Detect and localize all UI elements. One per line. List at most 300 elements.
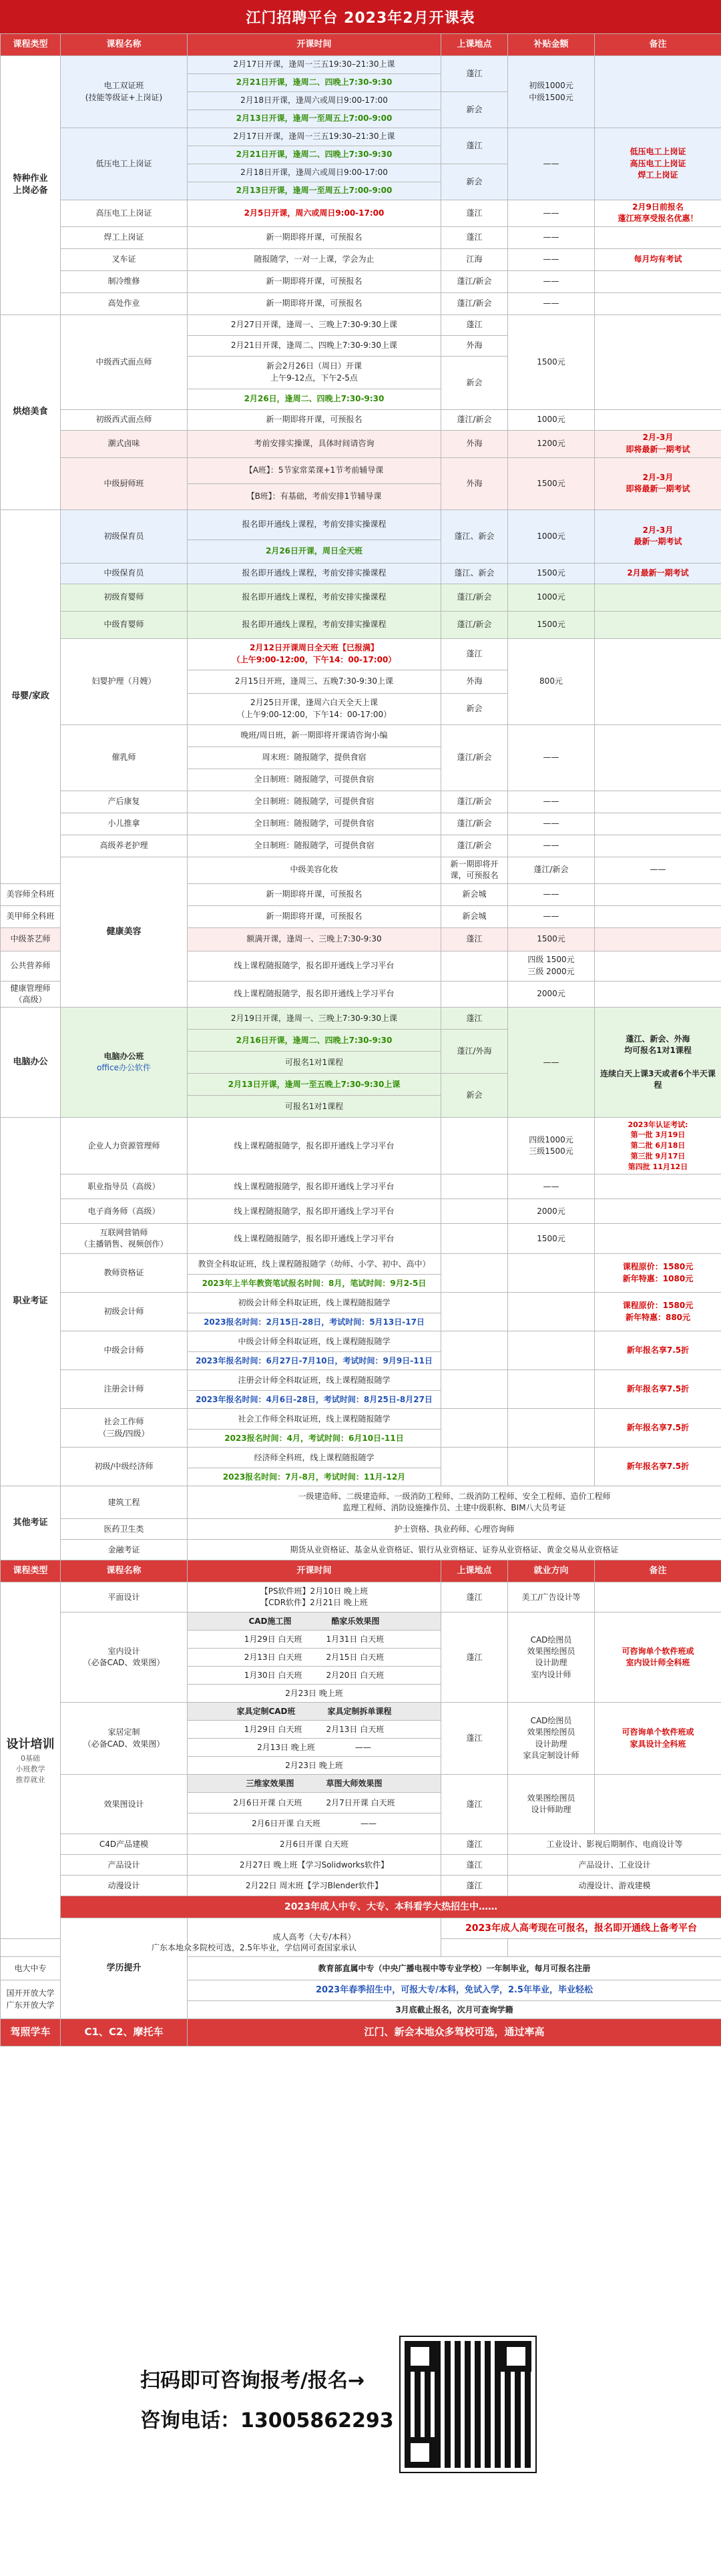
table-row (1, 724, 721, 746)
course-subhead (188, 1775, 441, 1793)
course-subsidy: —— (508, 724, 595, 791)
category-cooking: 烘焙美食 (1, 314, 61, 509)
course-name: 潮式卤味 (61, 430, 188, 457)
course-subsidy: 1000元 (508, 584, 595, 611)
course-place: 新会 (441, 1074, 508, 1118)
course-place: 新会 (441, 693, 508, 724)
course-subsidy: 2000元 (508, 981, 595, 1008)
course-time (188, 1631, 441, 1649)
course-place: 蓬江/新会 (441, 835, 508, 857)
course-name: 社会工作师 （三级/四级） (61, 1409, 188, 1448)
course-place: 蓬江 (441, 927, 508, 951)
time-left: 2月6日开课 白天班 (251, 1818, 321, 1828)
course-time: 【PS软件班】2月10日 晚上班 【CDR软件】2月21日 晚上班 (188, 1582, 441, 1613)
course-time: 随报随学，一对一上课，学会为止 (188, 248, 441, 270)
course-place: 蓬江 (441, 128, 508, 164)
table-row (1, 1540, 721, 1560)
course-time (188, 1757, 441, 1775)
table-row (1, 1448, 721, 1468)
course-time: 2月18日开课，逢周六或周日9:00-17:00 (188, 164, 441, 182)
course-time: 教育部直属中专（中央广播电视中等专业学校）一年制毕业，每月可报名注册 (188, 1957, 721, 1980)
course-note: 新年报名享7.5折 (595, 1448, 721, 1486)
course-name: 低压电工上岗证 (61, 128, 188, 200)
course-time: 2月19日开课，逢周一、三晚上7:30-9:30上课 (188, 1008, 441, 1030)
table-row (1, 584, 721, 611)
table-row (1, 1775, 721, 1793)
course-job: 产品设计、工业设计 (508, 1855, 721, 1876)
course-time: 全日制班：随报随学，可提供食宿 (188, 813, 441, 835)
course-time: 注册会计师全科取证班，线上课程随报随学 (188, 1370, 441, 1391)
course-time: 2月27日开课，逢周一、三晚上7:30-9:30上课 (188, 314, 441, 335)
course-subsidy: 1000元 (508, 509, 595, 563)
course-time: 期货从业资格证、基金从业资格证、银行从业资格证、证券从业资格证、黄金交易从业资格证 (188, 1540, 721, 1560)
course-time: 教资全科取证班，线上课程随报随学（幼师、小学、初中、高中） (188, 1254, 441, 1275)
header-place: 上课地点 (441, 34, 508, 56)
course-time: 2023年上半年教资笔试报名时间：8月，笔试时间：9月2-5日 (188, 1275, 441, 1293)
category-beauty: 健康美容 (61, 857, 188, 1008)
course-time: 2023年春季招生中，可报大专/本科，免试入学，2.5年毕业，毕业轻松 (188, 1980, 721, 2001)
category-design (1, 1582, 61, 1939)
time-left: 2月23日 晚上班 (285, 1688, 343, 1698)
course-subsidy: 初级1000元 中级1500元 (508, 56, 595, 128)
header-time: 开课时间 (188, 34, 441, 56)
course-place: 新会 (441, 356, 508, 409)
header-note: 备注 (595, 34, 721, 56)
course-name: 中级美容化妆 (188, 857, 441, 883)
course-subsidy: 2000元 (508, 1199, 595, 1224)
course-subsidy (508, 1370, 595, 1409)
course-note (595, 883, 721, 905)
course-time: 2月26日，逢周二、四晚上7:30-9:30 (188, 389, 441, 409)
table-row (1, 1939, 721, 1957)
course-subsidy: —— (508, 248, 595, 270)
course-time: 2月21日开课，逢周二、四晚上7:30-9:30 (188, 74, 441, 92)
course-note: 可咨询单个软件班或 室内设计师全科班 (595, 1613, 721, 1703)
course-note (595, 835, 721, 857)
course-note: 新年报名享7.5折 (595, 1331, 721, 1370)
course-time: 全日制班：随报随学，可提供食宿 (188, 835, 441, 857)
design-tagline: 0基础 小班教学 推荐就业 (15, 1753, 45, 1784)
course-subsidy: —— (508, 791, 595, 813)
course-time: 线上课程随报随学，报名即开通线上学习平台 (188, 1174, 441, 1199)
course-time (188, 1793, 441, 1813)
category-mother: 母婴/家政 (1, 509, 61, 883)
course-time (188, 1649, 441, 1667)
course-time: 报名即开通线上课程，考前安排实操课程 (188, 563, 441, 584)
course-time: 【A班】：5节家常菜课+1节考前辅导课 (188, 457, 441, 483)
course-subsidy: 1500元 (508, 314, 595, 409)
course-time: 2月25日开课，逢周六白天全天上课 （上午9:00-12:00，下午14：00-17:00） (188, 693, 441, 724)
course-subsidy: 1000元 (508, 409, 595, 430)
course-note (595, 791, 721, 813)
qr-corner (405, 2437, 435, 2468)
course-note: 2月9日前报名 蓬江班享受报名优惠！ (595, 200, 721, 227)
table-row (1, 835, 721, 857)
course-note (595, 1174, 721, 1199)
course-subsidy: 1500元 (508, 457, 595, 509)
course-time: 全日制班：随报随学，可提供食宿 (188, 769, 441, 791)
course-time: 2023年成人高考现在可报名，报名即开通线上备考平台 (441, 1918, 721, 1939)
page-title: 江门招聘平台 2023年2月开课表 (0, 0, 721, 33)
time-left: 2月13日 白天班 (244, 1652, 302, 1662)
course-note: 课程原价：1580元 新年特惠：1080元 (595, 1254, 721, 1293)
course-name: 平面设计 (61, 1582, 188, 1613)
subhead-left: 三维家效果图 (246, 1778, 294, 1788)
course-place (441, 951, 508, 981)
course-job: 美工/广告设计等 (508, 1582, 595, 1613)
course-subsidy: —— (595, 857, 721, 883)
course-time: 2023年报名时间：4月6日-28日，考试时间：8月25日-8月27日 (188, 1391, 441, 1409)
course-name: 室内设计 （必备CAD、效果图） (61, 1613, 188, 1703)
course-name: 初级/中级经济师 (61, 1448, 188, 1486)
table-row (1, 1293, 721, 1313)
header-job: 就业方向 (508, 1560, 595, 1582)
course-note: 2月-3月 最新一期考试 (595, 509, 721, 563)
course-time: 周末班：随报随学，提供食宿 (188, 746, 441, 769)
course-time: 2月13日开课，逢周一至周五上7:00-9:00 (188, 182, 441, 200)
course-name: 初级保育员 (61, 509, 188, 563)
course-note (595, 951, 721, 981)
course-note (595, 226, 721, 248)
course-note (595, 905, 721, 927)
time-left: 1月29日 白天班 (244, 1724, 302, 1734)
course-time: 广东本地众多院校可选，2.5年毕业，学信网可查国家承认 (1, 1939, 508, 1957)
course-place (441, 1174, 508, 1199)
course-name: 电大中专 (1, 1957, 61, 1980)
course-time: 2月6日开课 白天班 —— (188, 1813, 441, 1834)
category-other: 其他考证 (1, 1486, 61, 1560)
course-name: 健康管理师（高级） (1, 981, 61, 1008)
table-row (1, 563, 721, 584)
course-time: 新一期即将开课，可预报名 (441, 857, 508, 883)
course-time: 2023报名时间：4月，考试时间：6月10日-11日 (188, 1430, 441, 1448)
course-name: 公共营养师 (1, 951, 61, 981)
course-subsidy: 1500元 (508, 563, 595, 584)
course-name: 初级会计师 (61, 1293, 188, 1331)
course-subsidy: —— (508, 905, 595, 927)
course-name: 注册会计师 (61, 1370, 188, 1409)
category-special: 特种作业 上岗必备 (1, 56, 61, 315)
course-note (595, 1775, 721, 1834)
course-note (595, 927, 721, 951)
phone-number[interactable]: 13005862293 (240, 2409, 394, 2432)
time-right: 2月13日 白天班 (326, 1724, 385, 1734)
table-row (1, 457, 721, 483)
course-subsidy: 1200元 (508, 430, 595, 457)
course-note: 2023年认证考试: 第一批 3月19日 第二批 6月18日 第三批 9月17日 第四批 11月12日 (595, 1118, 721, 1174)
subhead-left: CAD施工图 (248, 1616, 292, 1626)
table-row (1, 1224, 721, 1254)
header-note: 备注 (595, 1560, 721, 1582)
course-subsidy: —— (508, 292, 595, 314)
course-note (595, 1582, 721, 1613)
course-place: 新会 (441, 164, 508, 200)
course-time: 一级建造师、二级建造师、一级消防工程师、二级消防工程师、安全工程师、造价工程师 监理工程师、消防设施操作员、土建中级职称、BIM八大员考证 (188, 1486, 721, 1519)
course-name: 高级养老护理 (61, 835, 188, 857)
drive-text: 江门、新会本地众多驾校可选，通过率高 (188, 2019, 721, 2047)
course-place (441, 1331, 508, 1370)
course-time: 全日制班：随报随学，可提供食宿 (188, 791, 441, 813)
qr-code-icon[interactable] (401, 2337, 535, 2472)
phone-line (140, 2404, 394, 2433)
course-time: 2月21日开课，逢周二、四晚上7:30-9:30上课 (188, 335, 441, 356)
course-time: 经济师全科班，线上课程随报随学 (188, 1448, 441, 1468)
course-time: 2月26日开课，周日全天班 (188, 540, 441, 563)
course-time: 新一期即将开课，可预报名 (188, 905, 441, 927)
course-name: 小儿推拿 (61, 813, 188, 835)
course-subsidy: —— (508, 1008, 595, 1118)
course-note: 可咨询单个软件班或 家具设计全科班 (595, 1703, 721, 1775)
table-row (1, 611, 721, 638)
course-name: 中级保育员 (61, 563, 188, 584)
course-name: 家居定制 （必备CAD、效果图） (61, 1703, 188, 1775)
course-job: 效果图绘图员 设计师助理 (508, 1775, 595, 1834)
course-name: 教师资格证 (61, 1254, 188, 1293)
course-name (61, 1008, 188, 1118)
course-note (595, 270, 721, 292)
course-note (595, 611, 721, 638)
course-place: 新会城 (441, 905, 508, 927)
course-name: 高压电工上岗证 (61, 200, 188, 227)
course-time: 新一期即将开课，可预报名 (188, 292, 441, 314)
table-row (1, 1118, 721, 1174)
course-place: 蓬江 (441, 56, 508, 92)
course-place: 外海 (441, 335, 508, 356)
course-name: 电工双证班 (技能等级证+上岗证) (61, 56, 188, 128)
course-name: 初级育婴师 (61, 584, 188, 611)
course-note (595, 1199, 721, 1224)
time-right: 2月15日 白天班 (326, 1652, 385, 1662)
course-name: 中级会计师 (61, 1331, 188, 1370)
course-name: 美甲师全科班 (1, 905, 61, 927)
course-time: 报名即开通线上课程，考前安排实操课程 (188, 611, 441, 638)
course-subsidy: —— (508, 835, 595, 857)
course-place: 蓬江/新会 (441, 813, 508, 835)
course-time: 2月15日开班，逢周三、五晚7:30-9:30上课 (188, 670, 441, 693)
course-subsidy: 四级1000元 三级1500元 (508, 1118, 595, 1174)
course-name: 焊工上岗证 (61, 226, 188, 248)
table-row (1, 857, 721, 883)
course-subhead (188, 1703, 441, 1721)
course-place: 蓬江/新会 (441, 724, 508, 791)
course-time: 中级会计师全科取证班，线上课程随报随学 (188, 1331, 441, 1352)
course-place: 蓬江/外海 (441, 1030, 508, 1074)
table-row (1, 1918, 721, 1939)
table-row (1, 56, 721, 74)
course-subsidy: 1500元 (508, 611, 595, 638)
course-place (441, 1409, 508, 1448)
course-time: 2月12日开课周日全天班【已报满】 （上午9:00-12:00，下午14：00-17:00） (188, 638, 441, 670)
course-subsidy: 1500元 (508, 1224, 595, 1254)
course-name: 催乳师 (61, 724, 188, 791)
course-name: 妇婴护理（月嫂） (61, 638, 188, 724)
table-row (1, 1876, 721, 1896)
course-name: 制冷维修 (61, 270, 188, 292)
course-place: 蓬江 (441, 1834, 508, 1855)
course-place: 蓬江 (441, 1855, 508, 1876)
table-row (1, 638, 721, 670)
header-type: 课程类型 (1, 1560, 61, 1582)
table-row (1, 226, 721, 248)
course-time: 新会2月26日（周日）开课 上午9-12点，下午2-5点 (188, 356, 441, 389)
subhead-right: 草图大师效果图 (326, 1778, 383, 1788)
course-place: 外海 (441, 670, 508, 693)
course-subsidy: —— (508, 813, 595, 835)
course-place: 蓬江 (441, 1582, 508, 1613)
table-row (1, 791, 721, 813)
course-note (595, 314, 721, 409)
course-time: 2月13日 晚上班 —— (188, 1739, 441, 1757)
course-place: 蓬江 (441, 314, 508, 335)
course-place (441, 1118, 508, 1174)
course-time: 2月13日开课，逢周一至五晚上7:30-9:30上课 (188, 1074, 441, 1096)
course-time: 2月17日开课，逢周一三五19:30–21:30上课 (188, 56, 441, 74)
course-note (595, 813, 721, 835)
course-name: 医药卫生类 (61, 1519, 188, 1540)
course-time: 额满开课，逢周一、三晚上7:30-9:30 (188, 927, 441, 951)
course-name: 金融考证 (61, 1540, 188, 1560)
course-subsidy: 四级 1500元 三级 2000元 (508, 951, 595, 981)
table-row (1, 409, 721, 430)
course-time: 2月17日开课，逢周一三五19:30–21:30上课 (188, 128, 441, 146)
course-time: 线上课程随报随学，报名即开通线上学习平台 (188, 1224, 441, 1254)
course-time: 【B班】：有基础，考前安排1节辅导课 (188, 483, 441, 509)
course-time: 线上课程随报随学，报名即开通线上学习平台 (188, 981, 441, 1008)
course-time: 报名即开通线上课程，考前安排实操课程 (188, 509, 441, 540)
subhead-left: 家具定制CAD班 (236, 1706, 296, 1716)
course-subsidy (508, 1331, 595, 1370)
course-place: 蓬江 (441, 638, 508, 670)
course-time: 2月5日开课，周六或周日9:00-17:00 (188, 200, 441, 227)
course-place (441, 1448, 508, 1486)
table-row (1, 1008, 721, 1030)
table-row (1, 1331, 721, 1352)
course-note: 课程原价：1580元 新年特惠：880元 (595, 1293, 721, 1331)
course-name: 建筑工程 (61, 1486, 188, 1519)
course-time: 2月27日 晚上班【学习Solidworks软件】 (188, 1855, 441, 1876)
course-place (441, 1199, 508, 1224)
main-course-table (0, 33, 721, 2047)
course-place (441, 1254, 508, 1293)
course-time: 晚班/周日班，新一期即将开课请咨询小编 (188, 724, 441, 746)
course-time: 2月6日开课 白天班 (188, 1834, 441, 1855)
course-note: 2月-3月 即将最新一期考试 (595, 457, 721, 509)
course-note: 2月-3月 即将最新一期考试 (595, 430, 721, 457)
table-row (1, 509, 721, 540)
course-subsidy (508, 1254, 595, 1293)
table-row (1, 1834, 721, 1855)
table-row (1, 1703, 721, 1721)
course-place: 蓬江 (441, 1876, 508, 1896)
table-row (1, 1370, 721, 1391)
course-place: 蓬江、新会 (441, 563, 508, 584)
edu-banner-row (1, 1896, 721, 1918)
course-time: 2月13日开课，逢周一至周五上7:00-9:00 (188, 110, 441, 128)
header-subsidy: 补贴金额 (508, 34, 595, 56)
course-name: 电子商务师（高级） (61, 1199, 188, 1224)
table-row (1, 1409, 721, 1430)
course-note: 每月均有考试 (595, 248, 721, 270)
table-row (1, 270, 721, 292)
course-time: 2月21日开课，逢周二、四晚上7:30-9:30 (188, 146, 441, 164)
design-table-header (1, 1560, 721, 1582)
time-left: 1月30日 白天班 (244, 1670, 302, 1680)
course-place (441, 981, 508, 1008)
course-name: 中级西式面点师 (61, 314, 188, 409)
course-time (188, 1685, 441, 1703)
course-name: 国开开放大学 广东开放大学 (1, 1980, 61, 2019)
course-subsidy: —— (508, 226, 595, 248)
course-time: 2023报名时间：2月15日-28日，考试时间：5月13日-17日 (188, 1313, 441, 1331)
design-category-label: 设计培训 (6, 1737, 55, 1751)
scan-prompt: 扫码即可咨询报考/报名→ (140, 2369, 365, 2392)
course-name: 产品设计 (61, 1855, 188, 1876)
table-row (1, 1613, 721, 1631)
header-name: 课程名称 (61, 1560, 188, 1582)
course-place (441, 1224, 508, 1254)
table-row (1, 1486, 721, 1519)
course-place: 蓬江 (441, 1008, 508, 1030)
course-subsidy: 800元 (508, 638, 595, 724)
table-row (1, 200, 721, 227)
course-time: 2023报名时间：7月-8月，考试时间：11月-12月 (188, 1468, 441, 1486)
course-note: 蓬江、新会、外海 均可报名1对1课程 连续白天上课3天或者6个半天课程 (595, 1008, 721, 1118)
course-place: 蓬江/新会 (441, 584, 508, 611)
course-name: 动漫设计 (61, 1876, 188, 1896)
course-time: 线上课程随报随学，报名即开通线上学习平台 (188, 1199, 441, 1224)
course-place: 蓬江 (441, 200, 508, 227)
time-left: 2月13日 晚上班 (257, 1742, 315, 1752)
header-name: 课程名称 (61, 34, 188, 56)
course-place: 蓬江/新会 (441, 270, 508, 292)
course-note (595, 724, 721, 791)
course-subsidy: —— (508, 200, 595, 227)
time-left: 2月23日 晚上班 (285, 1760, 343, 1770)
course-time: 护士资格、执业药师、心理咨询师 (188, 1519, 721, 1540)
table-row (1, 128, 721, 146)
course-name: 中级育婴师 (61, 611, 188, 638)
course-place (441, 1370, 508, 1409)
course-place: 蓬江 (441, 226, 508, 248)
table-row (1, 1174, 721, 1199)
course-time (188, 1667, 441, 1685)
table-row (1, 248, 721, 270)
course-time: 线上课程随报随学，报名即开通线上学习平台 (188, 1118, 441, 1174)
course-place: 江海 (441, 248, 508, 270)
course-subsidy (508, 1293, 595, 1331)
category-edu: 学历提升 (61, 1918, 188, 2019)
course-time: 新一期即将开课，可预报名 (188, 409, 441, 430)
time-left: 1月29日 白天班 (244, 1634, 302, 1644)
course-place: 蓬江 (441, 1703, 508, 1775)
course-note (595, 409, 721, 430)
course-job: 动漫设计、游戏建模 (508, 1876, 721, 1896)
footer (0, 2290, 721, 2576)
course-job: CAD绘图员 效果图绘图员 设计助理 室内设计师 (508, 1613, 595, 1703)
phone-label: 咨询电话： (140, 2409, 240, 2432)
course-subsidy: —— (508, 883, 595, 905)
header-place: 上课地点 (441, 1560, 508, 1582)
course-note: 新年报名享7.5折 (595, 1409, 721, 1448)
course-name: 职业指导员（高级） (61, 1174, 188, 1199)
table-row (1, 1519, 721, 1540)
course-time: 考前安排实操课，具体时间请咨询 (188, 430, 441, 457)
subhead-right: 酷家乐效果图 (331, 1616, 380, 1626)
course-place: 蓬江/新会 (441, 611, 508, 638)
course-name: 成人高考（大专/本科） (188, 1918, 441, 1957)
course-place: 新会 (441, 92, 508, 128)
table-row (1, 1855, 721, 1876)
